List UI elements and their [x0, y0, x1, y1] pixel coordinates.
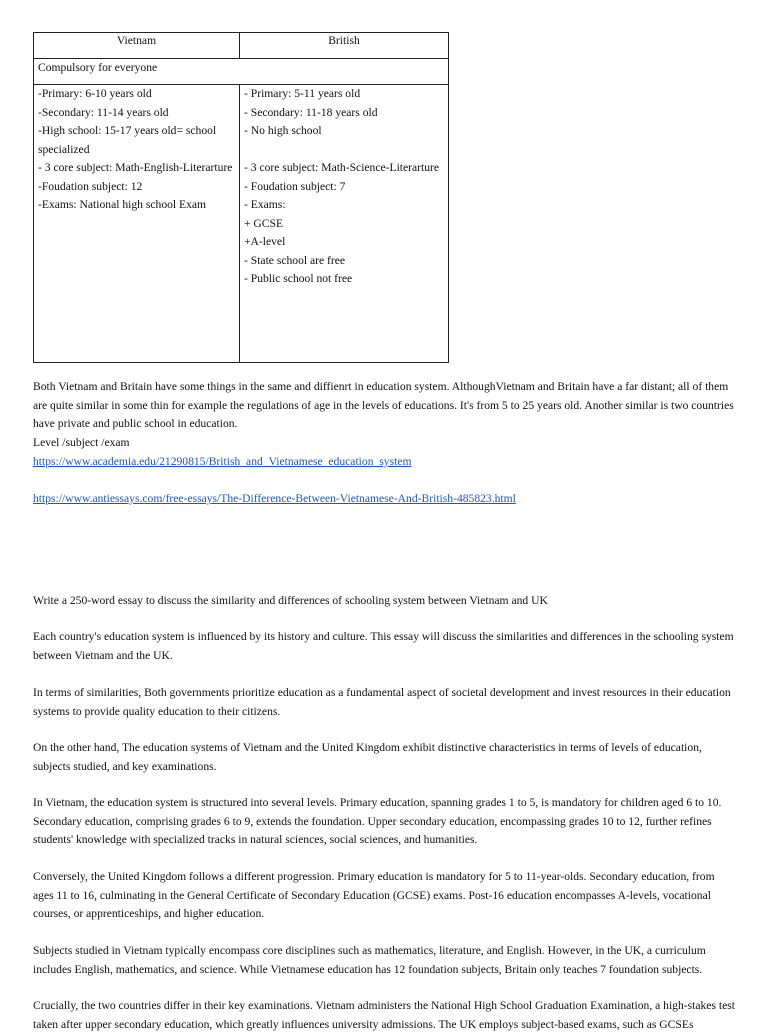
- essay-paragraph-similarities: In terms of similarities, Both governments prioritize education as a fundamental aspect of societal development and invest resources in their education systems to provide quality education to their citizens.: [33, 686, 731, 718]
- essay-paragraph-differences: On the other hand, The education systems of Vietnam and the United Kingdom exhibit distinctive characteristics in terms of levels of education, subjects studied, and key examinations.: [33, 741, 702, 773]
- academia-link[interactable]: https://www.academia.edu/21290815/British_and_Vietnamese_education_system: [33, 455, 412, 468]
- list-item: - Public school not free: [244, 272, 353, 285]
- essay-paragraph-uk: Conversely, the United Kingdom follows a different progression. Primary education is mandatory for 5 to 11-year-olds. Secondary education, from ages 11 to 16, culminating in the General Certificate of Secondary Education (GCSE) exams. Post-16 education encompasses A-levels, vocational courses, or apprenticeships, and higher education.: [33, 870, 715, 920]
- comparison-table: [33, 32, 449, 363]
- vietnam-cell: [34, 85, 240, 363]
- list-item: - 3 core subject: Math-Science-Literarture: [244, 161, 440, 174]
- table-header-row: [34, 33, 449, 59]
- list-item: - No high school: [244, 124, 322, 137]
- list-item: -High school: 15-17 years old= school specialized: [38, 124, 217, 156]
- table-body-row: [34, 85, 449, 363]
- list-item: -Primary: 6-10 years old: [38, 87, 152, 100]
- antiessays-link[interactable]: https://www.antiessays.com/free-essays/The-Difference-Between-Vietnamese-And-British-485823.html: [33, 492, 516, 505]
- list-item: -Foudation subject: 12: [38, 179, 143, 193]
- blank-line: [244, 141, 444, 160]
- list-item: + GCSE: [244, 216, 284, 230]
- essay-paragraph-intro: Each country's education system is influenced by its history and culture. This essay will discuss the similarities and differences in the schooling system between Vietnam and the UK.: [33, 630, 734, 662]
- list-item: - Secondary: 11-18 years old: [244, 105, 378, 119]
- header-vietnam: Vietnam: [34, 33, 240, 59]
- essay-paragraph-subjects: Subjects studied in Vietnam typically encompass core disciplines such as mathematics, literature, and English. However, in the UK, a curriculum includes English, mathematics, and science. While Vietnamese education has 12 foundation subjects, Britain only teaches 7 foundation subjects.: [33, 944, 706, 976]
- level-line: Level /subject /exam: [33, 436, 130, 449]
- british-cell: [240, 85, 449, 363]
- table-span-row: [34, 59, 449, 85]
- list-item: - State school are free: [244, 253, 346, 267]
- list-item: -Secondary: 11-14 years old: [38, 105, 169, 119]
- list-item: - Exams:: [244, 198, 286, 211]
- essay-prompt: Write a 250-word essay to discuss the similarity and differences of schooling system between Vietnam and UK: [33, 594, 548, 607]
- academia-link-line: [33, 453, 738, 472]
- list-item: - Primary: 5-11 years old: [244, 87, 361, 100]
- essay-paragraph-vietnam: In Vietnam, the education system is structured into several levels. Primary education, spanning grades 1 to 5, is mandatory for children aged 6 to 10. Secondary education, comprising grades 6 to 9, extends the foundation. Upper secondary education, encompassing grades 10 to 12, further refines students' knowledge with specialized tracks in natural sciences, social sciences, and humanities.: [33, 796, 722, 846]
- intro-paragraph: Both Vietnam and Britain have some things in the same and diffienrt in education system. AlthoughVietnam and Britain have a far distant; all of them are quite similar in some thin for example the regulations of age in the levels of educations. It's from 5 to 25 years old. Another similar is two countries have private and public school in education.: [33, 380, 734, 430]
- list-item: - Foudation subject: 7: [244, 179, 346, 193]
- essay-paragraph-exams: Crucially, the two countries differ in their key examinations. Vietnam administers the National High School Graduation Examination, a high-stakes test taken after upper secondary education, which greatly influences university admissions. The UK employs subject-based exams, such as GCSEs: [33, 999, 735, 1031]
- compulsory-cell: Compulsory for everyone: [34, 59, 449, 85]
- list-item: +A-level: [244, 235, 286, 248]
- antiessays-link-line: [33, 490, 738, 509]
- list-item: - 3 core subject: Math-English-Literarture: [38, 161, 233, 174]
- header-british: British: [240, 33, 449, 59]
- list-item: -Exams: National high school Exam: [38, 198, 207, 211]
